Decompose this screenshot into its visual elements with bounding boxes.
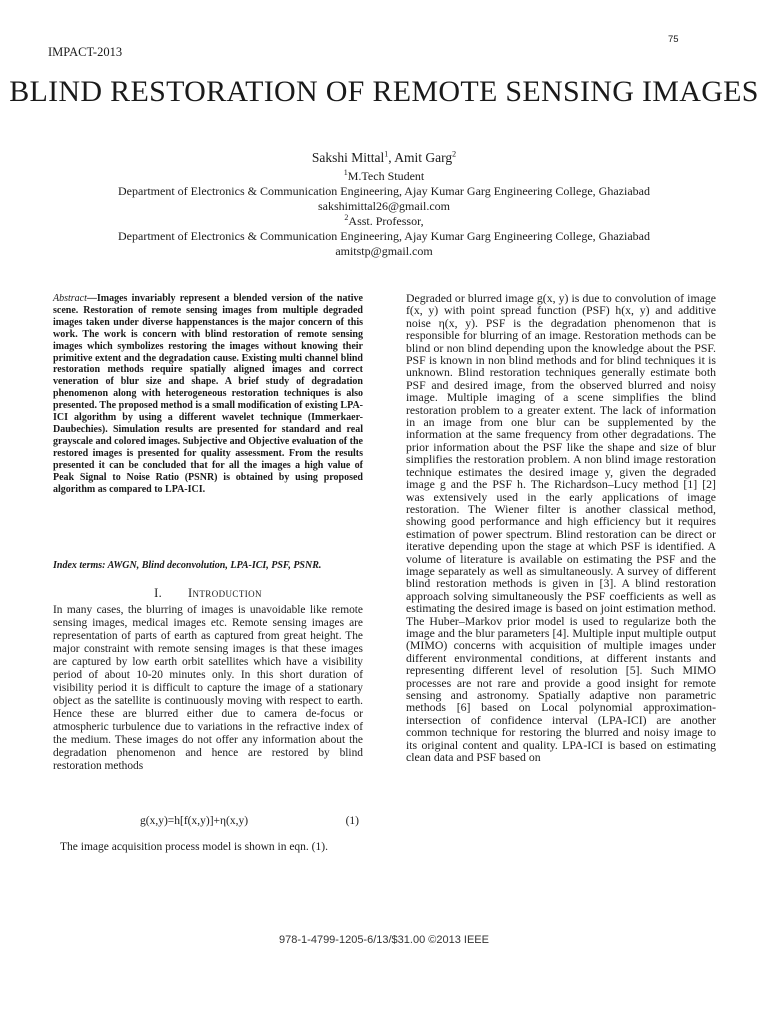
- affiliation-email: sakshimittal26@gmail.com: [317, 199, 451, 213]
- conference-name: IMPACT-2013: [48, 45, 123, 59]
- copyright-footer: 978-1-4799-1205-6/13/$31.00 ©2013 IEEE: [279, 934, 489, 946]
- affiliation-email: amitstp@gmail.com: [335, 244, 433, 258]
- author-line: [0, 150, 768, 166]
- affiliation-department: Department of Electronics & Communication Engineering, Ajay Kumar Garg Engineering College, Ghaziabad: [118, 229, 650, 243]
- introduction-text: In many cases, the blurring of images is unavoidable like remote sensing images, medical images etc. Remote sensing images are representation of parts of earth as captured from great height. The major constraint with remote sensing images is that these images are captured by low earth orbit satellites which have a visibility period of about 10-20 minutes only. In this short duration of visibility period it is difficult to capture the image of a stationary object as the satellite is continuously moving with respect to earth. Hence these are blurred either due to camera de-focus or atmospheric turbulence due to variations in the refractive index of the medium. These images do not offer any information about the degradation phenomenon and hence are restored by blind restoration methods: [53, 604, 363, 772]
- affiliation-department: Department of Electronics & Communication Engineering, Ajay Kumar Garg Engineering College, Ghaziabad: [118, 184, 650, 198]
- author-superscript: 2: [452, 149, 457, 159]
- author-name: Amit Garg: [394, 150, 453, 165]
- page-number: 75: [668, 34, 679, 45]
- equation-formula: g(x,y)=h[f(x,y)]+η(x,y): [140, 815, 249, 827]
- equation-number: (1): [345, 815, 359, 827]
- paper-title: BLIND RESTORATION OF REMOTE SENSING IMAGES: [9, 75, 759, 108]
- index-terms: Index terms: AWGN, Blind deconvolution, LPA-ICI, PSF, PSNR.: [53, 560, 322, 571]
- affiliation-superscript: 1: [343, 168, 348, 177]
- abstract-label: Abstract: [53, 293, 87, 304]
- affiliation-block: [0, 169, 768, 259]
- affiliation-superscript: 2: [344, 213, 349, 222]
- equation-caption-text: The image acquisition process model is shown in eqn. (1).: [60, 841, 328, 853]
- affiliation-role: $^1$M.Tech Student: [343, 168, 425, 183]
- author-superscript: 1: [384, 149, 389, 159]
- right-column-text: Degraded or blurred image g(x, y) is due to convolution of image f(x, y) with point spread function (PSF) h(x, y) and additive noise η(x, y). PSF is the degradation phenomenon that is responsible for blurring of an image. Restoration methods can be blind or non blind depending upon the knowledge about the PSF. PSF is known in non blind methods and for blind techniques it is unknown. Blind restoration techniques generally estimate both PSF and desired image, from the observed blurred and noisy image. Multiple imaging of a scene simplifies the blind restoration problem to a greater extent. The lack of information in an image from one blur can be supplemented by the information at the same frequency from other degradations. The prior information about the PSF like the shape and size of blur simplifies the restoration problem. A non blind image restoration technique estimates the desired image y, given the degraded image g and the PSF h. The Richardson–Lucy method [1] [2] was extensively used in the early applications of image restoration. The Wiener filter is another classical method, showing good performance and high efficiency but it requires estimation of power spectrum. Blind restoration can be direct or iterative depending upon the stage at which PSF is identified. A volume of literature is available on estimating the PSF and the image separately as well as simultaneously. A survey of different blind restoration methods is given in [3]. A blind restoration approach solving simultaneously the PSF coefficients as well as estimating the desired image is based on joint estimation method. The Huber–Markov prior model is used to regularize both the image and the blur parameters [4]. Multiple input multiple output (MIMO) concerns with acquisition of multiple images under different environmental conditions, at different instants and representing different level of resolution [5]. Such MIMO processes are not rare and provide a good insight for remote sensing and astronomy. Spatially adaptive non parametric methods [6] based on Local polynomial approximation-intersection of confidence interval (LPA-ICI) are another common technique for restoring the blurred and noisy image to its original content and quality. LPA-ICI is based on estimating clean data and PSF based on: [406, 291, 716, 765]
- abstract: [53, 293, 363, 495]
- abstract-text: Images invariably represent a blended version of the native scene. Restoration of remote sensing images from multiple degraded images taken under diverse happenstances is the major concern of this work. The work is concern with blind restoration of remote sensing images which symbolizes restoring the images without knowing their primitive extent and the degradation cause. Existing multi channel blind restoration methods require spatially aligned images and correct veneration of blur size and shape. A brief study of degradation phenomenon along with heterogeneous restoration techniques is also presented. The proposed method is a small modification of existing LPA-ICI algorithm by using a different wavelet technique (Immerkaer-Daubechies). Simulation results are presented for standard and real grayscale and colored images. Subjective and Objective evaluation of the restored images is presented for quality assessment. From the results presented it can be concluded that for all the images a high value of Peak Signal to Noise Ratio (PSNR) is obtained by using proposed algorithm as compared to LPA-ICI.: [53, 293, 363, 495]
- author-separator: ,: [388, 150, 395, 165]
- abstract-dash: —: [86, 293, 97, 304]
- author-name: Sakshi Mittal: [311, 150, 385, 165]
- affiliation-role: $^2$Asst. Professor,: [344, 213, 424, 228]
- section-heading: I. Introduction: [154, 586, 262, 600]
